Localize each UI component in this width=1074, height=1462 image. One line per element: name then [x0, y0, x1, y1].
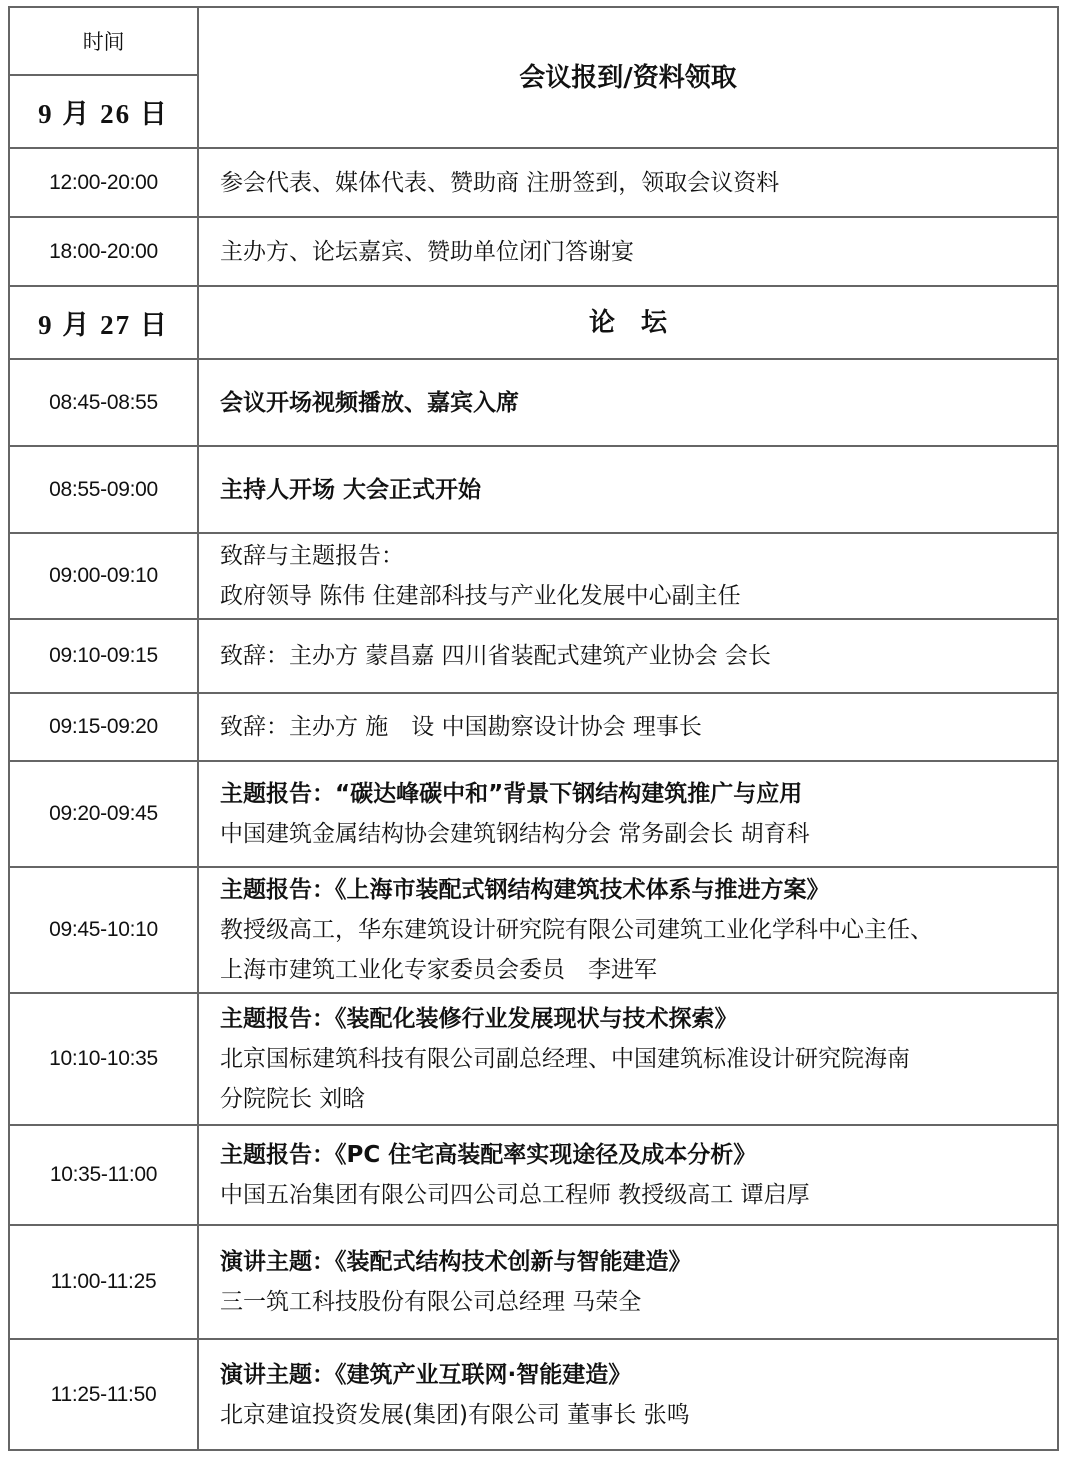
row-text: 致辞：主办方 蒙昌嘉 四川省装配式建筑产业协会 会长 — [220, 643, 771, 669]
content-cell — [199, 994, 1057, 1124]
day2-date: 9 月 27 日 — [38, 310, 169, 340]
header-row — [10, 8, 1057, 147]
row-text: 参会代表、媒体代表、赞助商 注册签到，领取会议资料 — [220, 169, 780, 196]
content-cell — [199, 149, 1057, 216]
time-cell: 11:00-11:25 — [10, 1226, 199, 1338]
table-row — [10, 866, 1057, 992]
content-cell — [199, 218, 1057, 285]
time-cell: 10:10-10:35 — [10, 994, 199, 1124]
table-row — [10, 692, 1057, 760]
row-text: 上海市建筑工业化专家委员会委员 李进军 — [220, 957, 657, 983]
content-cell — [199, 1126, 1057, 1224]
day2-header-row — [10, 285, 1057, 358]
row-text: 中国建筑金属结构协会建筑钢结构分会 常务副会长 胡育科 — [220, 821, 810, 847]
row-title: 主题报告：《装配化装修行业发展现状与技术探索》 — [220, 1006, 738, 1032]
day1-title-cell — [199, 8, 1057, 147]
time-cell: 09:00-09:10 — [10, 534, 199, 618]
time-cell: 12:00-20:00 — [10, 149, 199, 216]
time-cell: 11:25-11:50 — [10, 1340, 199, 1449]
time-cell: 09:10-09:15 — [10, 620, 199, 692]
time-cell: 08:45-08:55 — [10, 360, 199, 445]
row-title: 主题报告：《PC 住宅高装配率实现途径及成本分析》 — [220, 1142, 757, 1168]
day1-title: 会议报到/资料领取 — [519, 62, 737, 93]
content-cell — [199, 447, 1057, 532]
time-label: 时间 — [82, 31, 125, 54]
row-text: 三一筑工科技股份有限公司总经理 马荣全 — [220, 1289, 642, 1315]
table-row — [10, 445, 1057, 532]
table-row — [10, 532, 1057, 618]
table-row — [10, 618, 1057, 692]
day2-date-cell — [10, 287, 199, 358]
table-row — [10, 216, 1057, 285]
content-cell — [199, 534, 1057, 618]
row-text: 政府领导 陈伟 住建部科技与产业化发展中心副主任 — [220, 583, 741, 609]
time-cell: 18:00-20:00 — [10, 218, 199, 285]
content-cell — [199, 1226, 1057, 1338]
row-title: 演讲主题：《装配式结构技术创新与智能建造》 — [220, 1249, 692, 1275]
row-text: 中国五冶集团有限公司四公司总工程师 教授级高工 谭启厚 — [220, 1182, 810, 1208]
day2-title: 论 坛 — [588, 307, 667, 338]
row-title: 主持人开场 大会正式开始 — [220, 476, 482, 503]
time-cell: 09:15-09:20 — [10, 694, 199, 760]
row-title: 演讲主题：《建筑产业互联网·智能建造》 — [220, 1361, 632, 1388]
table-row — [10, 358, 1057, 445]
content-cell — [199, 694, 1057, 760]
table-row — [10, 760, 1057, 866]
content-cell — [199, 360, 1057, 445]
row-title: 主题报告：“碳达峰碳中和”背景下钢结构建筑推广与应用 — [220, 781, 803, 807]
content-cell — [199, 620, 1057, 692]
row-text: 致辞：主办方 施 设 中国勘察设计协会 理事长 — [220, 714, 702, 740]
agenda-table — [8, 6, 1059, 1451]
table-row — [10, 147, 1057, 216]
time-cell: 10:35-11:00 — [10, 1126, 199, 1224]
row-text: 主办方、论坛嘉宾、赞助单位闭门答谢宴 — [220, 238, 634, 265]
content-cell — [199, 1340, 1057, 1449]
row-title: 会议开场视频播放、嘉宾入席 — [220, 389, 519, 416]
day1-date: 9 月 26 日 — [38, 99, 169, 129]
table-row — [10, 1338, 1057, 1449]
row-text: 北京国标建筑科技有限公司副总经理、中国建筑标准设计研究院海南 — [220, 1046, 910, 1072]
table-row — [10, 1124, 1057, 1224]
time-cell: 08:55-09:00 — [10, 447, 199, 532]
content-cell — [199, 762, 1057, 866]
time-cell: 09:45-10:10 — [10, 868, 199, 992]
row-text: 北京建谊投资发展(集团)有限公司 董事长 张鸣 — [220, 1401, 690, 1428]
day2-title-cell — [199, 287, 1057, 358]
row-text: 致辞与主题报告： — [220, 543, 404, 569]
content-cell — [199, 868, 1057, 992]
row-text: 教授级高工，华东建筑设计研究院有限公司建筑工业化学科中心主任、 — [220, 917, 933, 943]
table-row — [10, 1224, 1057, 1338]
time-cell: 09:20-09:45 — [10, 762, 199, 866]
row-text: 分院院长 刘晗 — [220, 1086, 366, 1112]
table-row — [10, 992, 1057, 1124]
time-column-header — [10, 8, 199, 147]
row-title: 主题报告：《上海市装配式钢结构建筑技术体系与推进方案》 — [220, 877, 830, 903]
